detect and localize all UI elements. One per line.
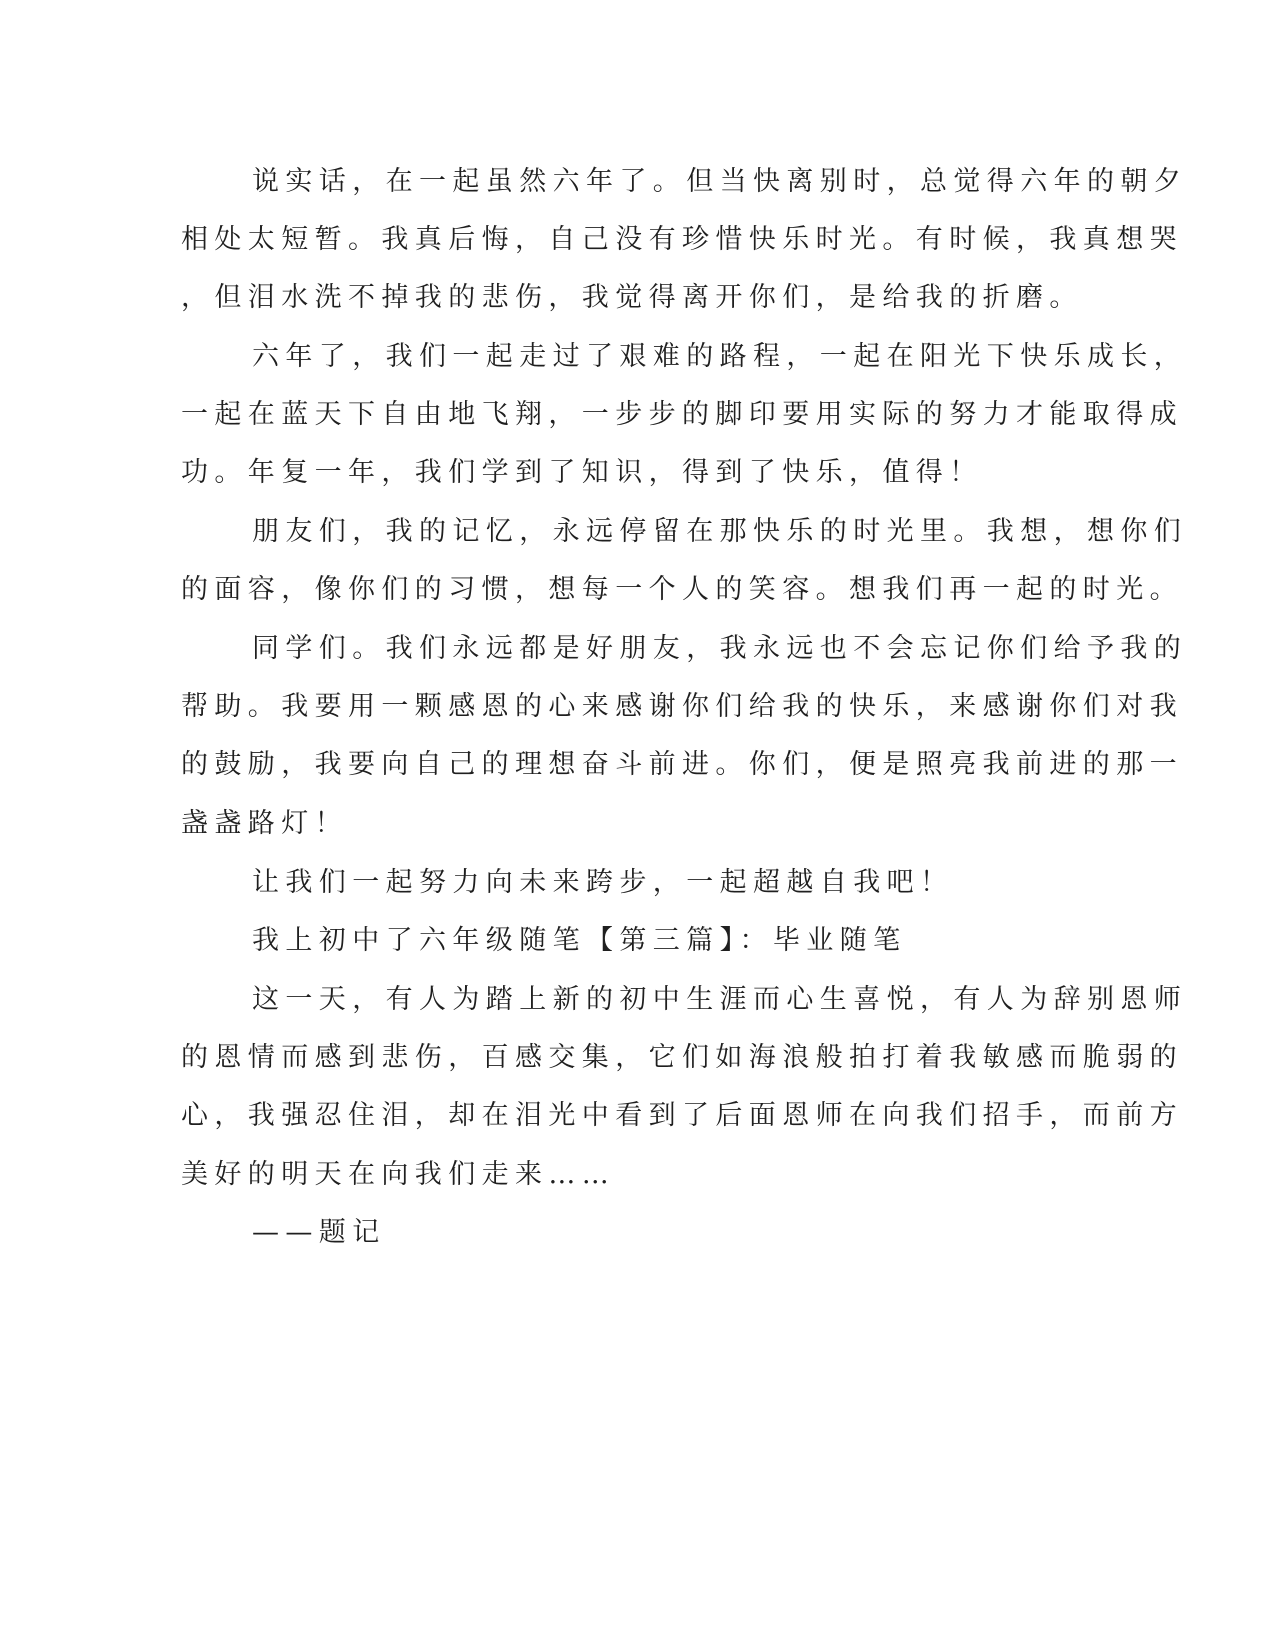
paragraph-1-line-3: ，但泪水洗不掉我的悲伤，我觉得离开你们，是给我的折磨。 <box>181 282 1083 313</box>
paragraph-6-line-2: 的恩情而感到悲伤，百感交集，它们如海浪般拍打着我敏感而脆弱的 <box>181 1042 1183 1073</box>
paragraph-4-line-2: 帮助。我要用一颗感恩的心来感谢你们给我的快乐，来感谢你们对我 <box>181 691 1183 722</box>
paragraph-3-line-2: 的面容，像你们的习惯，想每一个人的笑容。想我们再一起的时光。 <box>181 574 1183 605</box>
paragraph-2-line-2: 一起在蓝天下自由地飞翔，一步步的脚印要用实际的努力才能取得成 <box>181 399 1183 430</box>
paragraph-1-line-2: 相处太短暂。我真后悔，自己没有珍惜快乐时光。有时候，我真想哭 <box>181 224 1183 255</box>
paragraph-4-line-4: 盏盏路灯！ <box>181 808 348 839</box>
paragraph-1-line-1: 说实话，在一起虽然六年了。但当快离别时，总觉得六年的朝夕 <box>252 166 1188 197</box>
epigraph-attribution: ——题记 <box>252 1217 386 1248</box>
paragraph-6-line-1: 这一天，有人为踏上新的初中生涯而心生喜悦，有人为辞别恩师 <box>252 984 1188 1015</box>
section-heading: 我上初中了六年级随笔【第三篇】：毕业随笔 <box>252 925 907 956</box>
paragraph-2-line-1: 六年了，我们一起走过了艰难的路程，一起在阳光下快乐成长， <box>252 341 1188 372</box>
paragraph-4-line-1: 同学们。我们永远都是好朋友，我永远也不会忘记你们给予我的 <box>252 633 1188 664</box>
paragraph-4-line-3: 的鼓励，我要向自己的理想奋斗前进。你们，便是照亮我前进的那一 <box>181 749 1183 780</box>
paragraph-3-line-1: 朋友们，我的记忆，永远停留在那快乐的时光里。我想，想你们 <box>252 516 1188 547</box>
paragraph-6-line-4: 美好的明天在向我们走来…… <box>181 1159 616 1190</box>
paragraph-2-line-3: 功。年复一年，我们学到了知识，得到了快乐，值得！ <box>181 457 983 488</box>
paragraph-5-line-1: 让我们一起努力向未来跨步，一起超越自我吧！ <box>252 867 954 898</box>
paragraph-6-line-3: 心，我强忍住泪，却在泪光中看到了后面恩师在向我们招手，而前方 <box>181 1100 1183 1131</box>
